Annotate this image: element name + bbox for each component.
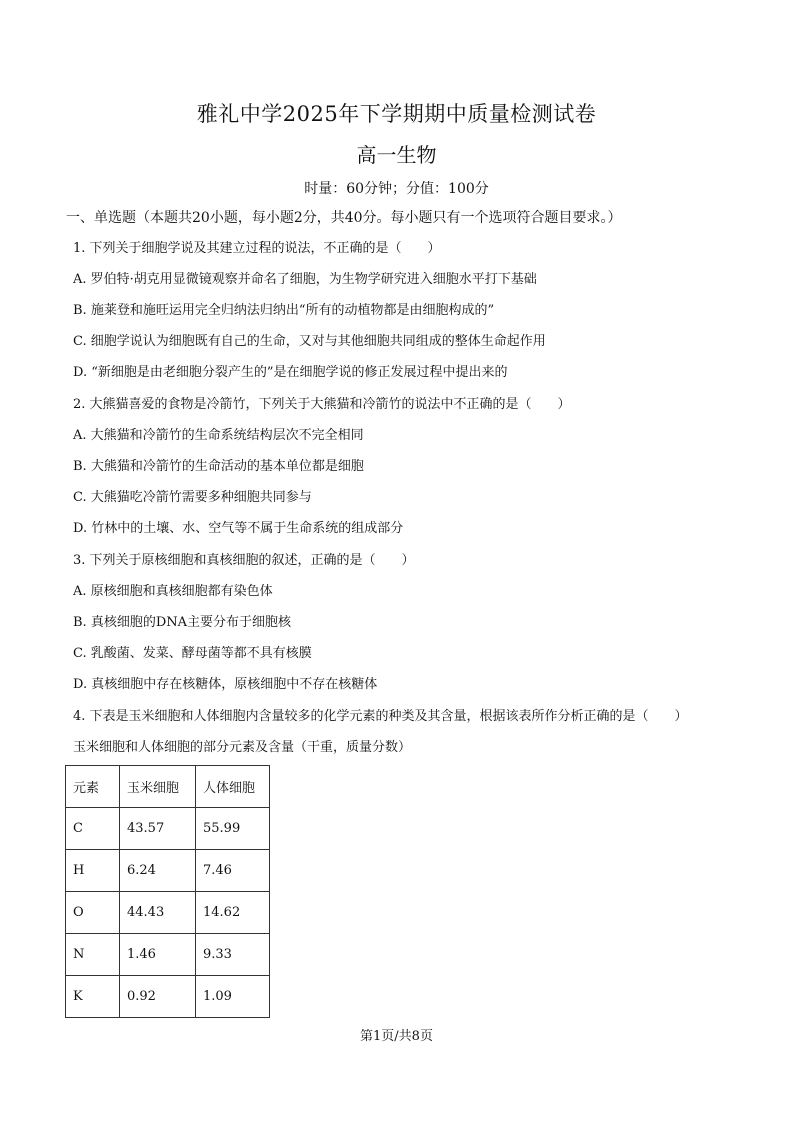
question-1-option-c: C. 细胞学说认为细胞既有自己的生命，又对与其他细胞共同组成的整体生命起作用 xyxy=(73,334,546,349)
table-header-cell: 玉米细胞 xyxy=(120,766,196,808)
question-1-stem: 1. 下列关于细胞学说及其建立过程的说法，不正确的是（ ） xyxy=(73,241,441,256)
table-cell: O xyxy=(66,892,120,934)
question-2-option-d: D. 竹林中的土壤、水、空气等不属于生命系统的组成部分 xyxy=(73,521,404,536)
question-2-option-b: B. 大熊猫和冷箭竹的生命活动的基本单位都是细胞 xyxy=(73,459,364,474)
question-2-option-a: A. 大熊猫和冷箭竹的生命系统结构层次不完全相同 xyxy=(73,428,364,443)
table-cell: 7.46 xyxy=(196,850,270,892)
question-2-option-c: C. 大熊猫吃冷箭竹需要多种细胞共同参与 xyxy=(73,490,312,505)
question-3-option-d: D. 真核细胞中存在核糖体，原核细胞中不存在核糖体 xyxy=(73,677,378,692)
table-cell: 55.99 xyxy=(196,808,270,850)
table-cell: 6.24 xyxy=(120,850,196,892)
table-row xyxy=(66,934,270,976)
question-3-option-a: A. 原核细胞和真核细胞都有染色体 xyxy=(73,584,273,599)
table-cell: H xyxy=(66,850,120,892)
table-cell: 44.43 xyxy=(120,892,196,934)
table-cell: C xyxy=(66,808,120,850)
table-cell: K xyxy=(66,976,120,1018)
table-caption: 玉米细胞和人体细胞的部分元素及含量（干重，质量分数） xyxy=(73,740,412,755)
table-row xyxy=(66,808,270,850)
question-3-option-b: B. 真核细胞的DNA主要分布于细胞核 xyxy=(73,615,292,630)
table-row xyxy=(66,850,270,892)
exam-title: 雅礼中学2025年下学期期中质量检测试卷 xyxy=(196,102,597,126)
table-cell: 9.33 xyxy=(196,934,270,976)
exam-time-score: 时量：60分钟；分值：100分 xyxy=(304,181,489,197)
table-cell: 43.57 xyxy=(120,808,196,850)
question-3-stem: 3. 下列关于原核细胞和真核细胞的叙述，正确的是（ ） xyxy=(73,553,415,568)
table-cell: 0.92 xyxy=(120,976,196,1018)
table-row xyxy=(66,976,270,1018)
table-header-cell: 人体细胞 xyxy=(196,766,270,808)
element-content-table xyxy=(65,765,270,1018)
question-4-stem: 4. 下表是玉米细胞和人体细胞内含量较多的化学元素的种类及其含量，根据该表所作分析正确的是（ ） xyxy=(73,709,688,724)
page-number: 第1页/共8页 xyxy=(360,1029,433,1044)
table-header-row xyxy=(66,766,270,808)
table-row xyxy=(66,892,270,934)
table-cell: 1.09 xyxy=(196,976,270,1018)
table-cell: 14.62 xyxy=(196,892,270,934)
table-header-cell: 元素 xyxy=(66,766,120,808)
section-heading: 一、单选题（本题共20小题，每小题2分，共40分。每小题只有一个选项符合题目要求。） xyxy=(66,210,622,226)
question-2-stem: 2. 大熊猫喜爱的食物是冷箭竹，下列关于大熊猫和冷箭竹的说法中不正确的是（ ） xyxy=(73,397,571,412)
question-1-option-a: A. 罗伯特·胡克用显微镜观察并命名了细胞，为生物学研究进入细胞水平打下基础 xyxy=(73,272,537,287)
exam-subject: 高一生物 xyxy=(356,143,437,167)
question-3-option-c: C. 乳酸菌、发菜、酵母菌等都不具有核膜 xyxy=(73,646,312,661)
table-cell: N xyxy=(66,934,120,976)
table-cell: 1.46 xyxy=(120,934,196,976)
question-1-option-b: B. 施莱登和施旺运用完全归纳法归纳出“所有的动植物都是由细胞构成的” xyxy=(73,303,495,318)
question-1-option-d: D. “新细胞是由老细胞分裂产生的”是在细胞学说的修正发展过程中提出来的 xyxy=(73,365,508,380)
